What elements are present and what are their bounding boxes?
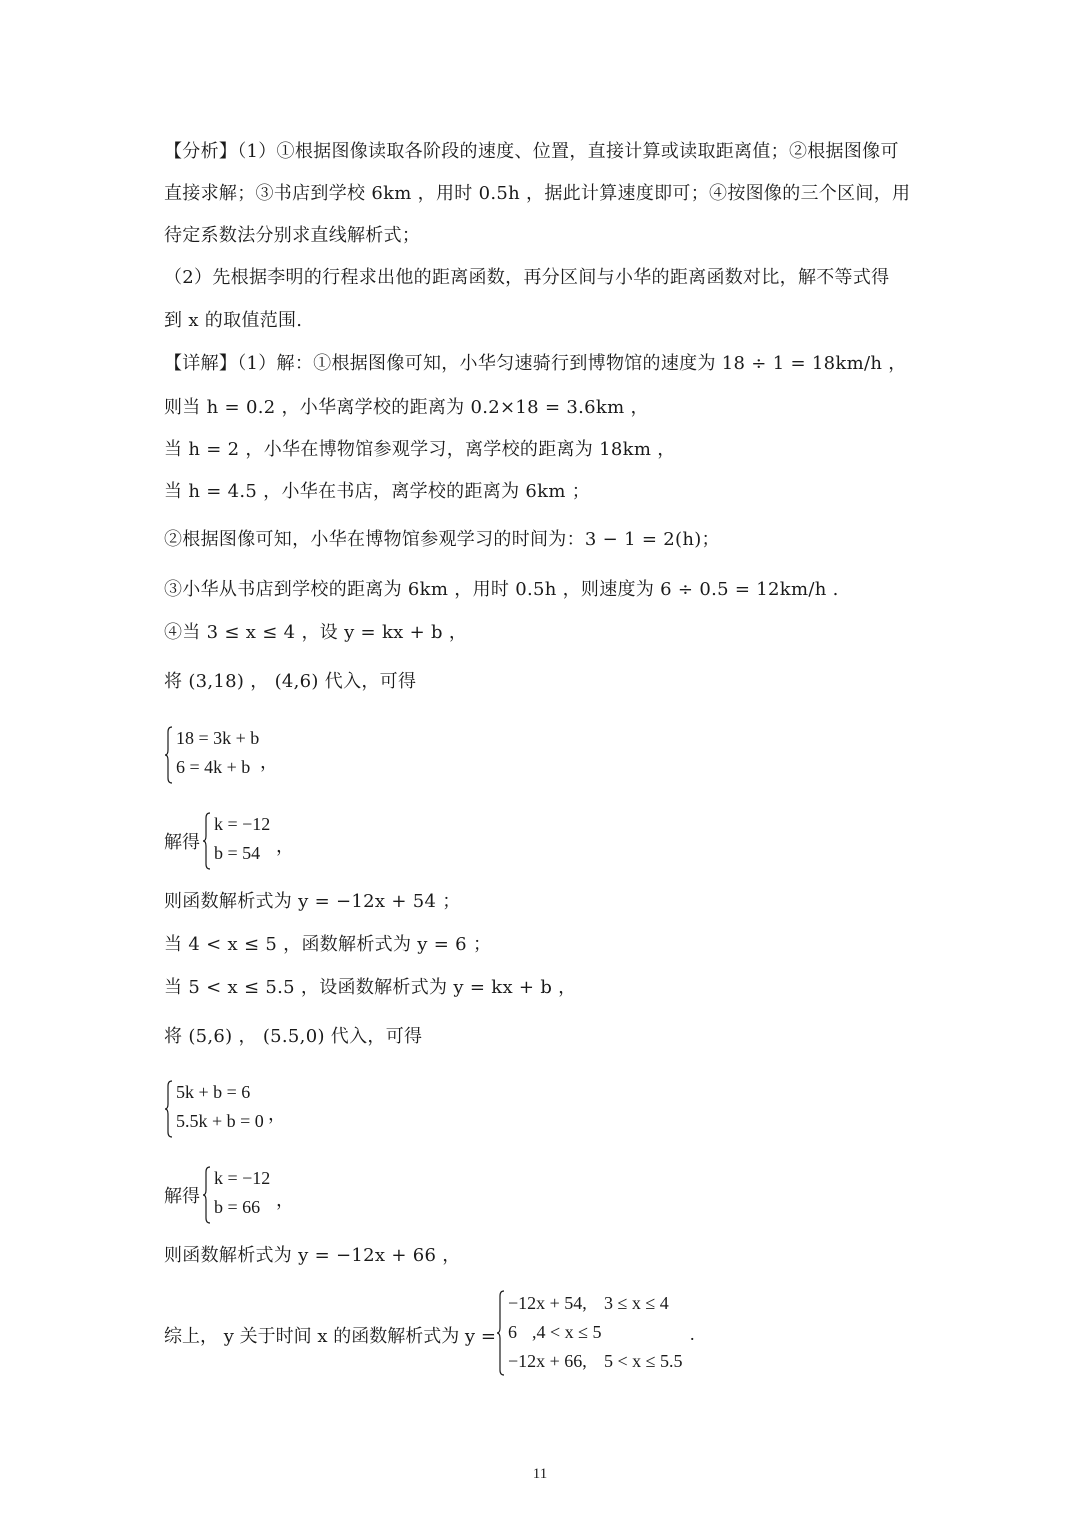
piecewise-function — [496, 1290, 706, 1376]
solution-2-row-2: b = 66 — [214, 1197, 261, 1217]
detail-line-7: ④当 3 ≤ x ≤ 4 ，设 y = kx + b ， — [164, 622, 468, 643]
solution-2-tail: ， — [276, 1190, 294, 1210]
solution-1-row-2: b = 54 — [214, 843, 261, 863]
page-number: 11 — [532, 1466, 548, 1482]
analysis-line-1: 【分析】（1）①根据图像读取各阶段的速度、位置，直接计算或读取距离值；②根据图像可 — [164, 141, 899, 162]
system-1-row-2: 6 = 4k + b — [176, 757, 251, 777]
left-brace-icon — [202, 812, 212, 870]
system-2-row-2: 5.5k + b = 0 — [176, 1111, 264, 1131]
analysis-line-4: （2）先根据李明的行程求出他的距离函数，再分区间与小华的距离函数对比，解不等式得 — [164, 267, 890, 288]
piecewise-row-1-expr: −12x + 54, — [508, 1293, 587, 1313]
detail-line-12: 将 (5,6) ， (5.5,0) 代入，可得 — [164, 1026, 423, 1047]
analysis-line-5: 到 x 的取值范围. — [164, 310, 303, 331]
detail-line-1: 【详解】（1）解：①根据图像可知，小华匀速骑行到博物馆的速度为 18 ÷ 1 = 18km/h ， — [164, 353, 907, 374]
system-1-tail: ， — [260, 752, 278, 772]
analysis-line-2: 直接求解；③书店到学校 6km ，用时 0.5h ，据此计算速度即可；④按图像的三个区间，用 — [164, 183, 911, 204]
solution-system-2 — [202, 1166, 302, 1224]
solve-2-lead: 解得 — [164, 1186, 200, 1207]
analysis-line-3: 待定系数法分别求直线解析式； — [164, 225, 421, 246]
left-brace-icon — [496, 1290, 506, 1376]
detail-line-10: 当 4 < x ≤ 5 ，函数解析式为 y = 6 ； — [164, 934, 492, 955]
solution-2-row-1: k = −12 — [214, 1168, 271, 1188]
system-1-row-1: 18 = 3k + b — [176, 728, 260, 748]
detail-line-5: ②根据图像可知，小华在博物馆参观学习的时间为：3 − 1 = 2(h)； — [164, 529, 720, 550]
solution-system-1 — [202, 812, 302, 870]
piecewise-row-3-domain: 5 < x ≤ 5.5 — [604, 1351, 683, 1371]
piecewise-row-3-expr: −12x + 66, — [508, 1351, 587, 1371]
detail-line-13: 则函数解析式为 y = −12x + 66 ， — [164, 1245, 461, 1266]
equation-system-1 — [164, 726, 284, 784]
detail-line-4: 当 h = 4.5 ，小华在书店，离学校的距离为 6km ； — [164, 481, 591, 502]
piecewise-tail: . — [690, 1324, 695, 1344]
system-2-tail: ， — [268, 1104, 286, 1124]
detail-line-9: 则函数解析式为 y = −12x + 54 ； — [164, 891, 461, 912]
detail-line-3: 当 h = 2 ，小华在博物馆参观学习，离学校的距离为 18km ， — [164, 439, 676, 460]
detail-line-11: 当 5 < x ≤ 5.5 ，设函数解析式为 y = kx + b ， — [164, 977, 577, 998]
solution-1-tail: ， — [276, 836, 294, 856]
solution-1-row-1: k = −12 — [214, 814, 271, 834]
solve-1-lead: 解得 — [164, 832, 200, 853]
piecewise-row-2-expr: 6 — [508, 1322, 517, 1342]
piecewise-row-1-domain: 3 ≤ x ≤ 4 — [604, 1293, 669, 1313]
left-brace-icon — [202, 1166, 212, 1224]
left-brace-icon — [164, 726, 174, 784]
left-brace-icon — [164, 1080, 174, 1138]
detail-line-2: 则当 h = 0.2 ，小华离学校的距离为 0.2×18 = 3.6km ， — [164, 397, 649, 418]
system-2-row-1: 5k + b = 6 — [176, 1082, 251, 1102]
detail-line-8: 将 (3,18) ， (4,6) 代入，可得 — [164, 671, 417, 692]
equation-system-2 — [164, 1080, 294, 1138]
detail-line-6: ③小华从书店到学校的距离为 6km ，用时 0.5h ，则速度为 6 ÷ 0.5 = 12km/h . — [164, 579, 839, 600]
summary-lead: 综上， y 关于时间 x 的函数解析式为 y = — [164, 1326, 496, 1347]
piecewise-row-2-domain: ,4 < x ≤ 5 — [532, 1322, 602, 1342]
